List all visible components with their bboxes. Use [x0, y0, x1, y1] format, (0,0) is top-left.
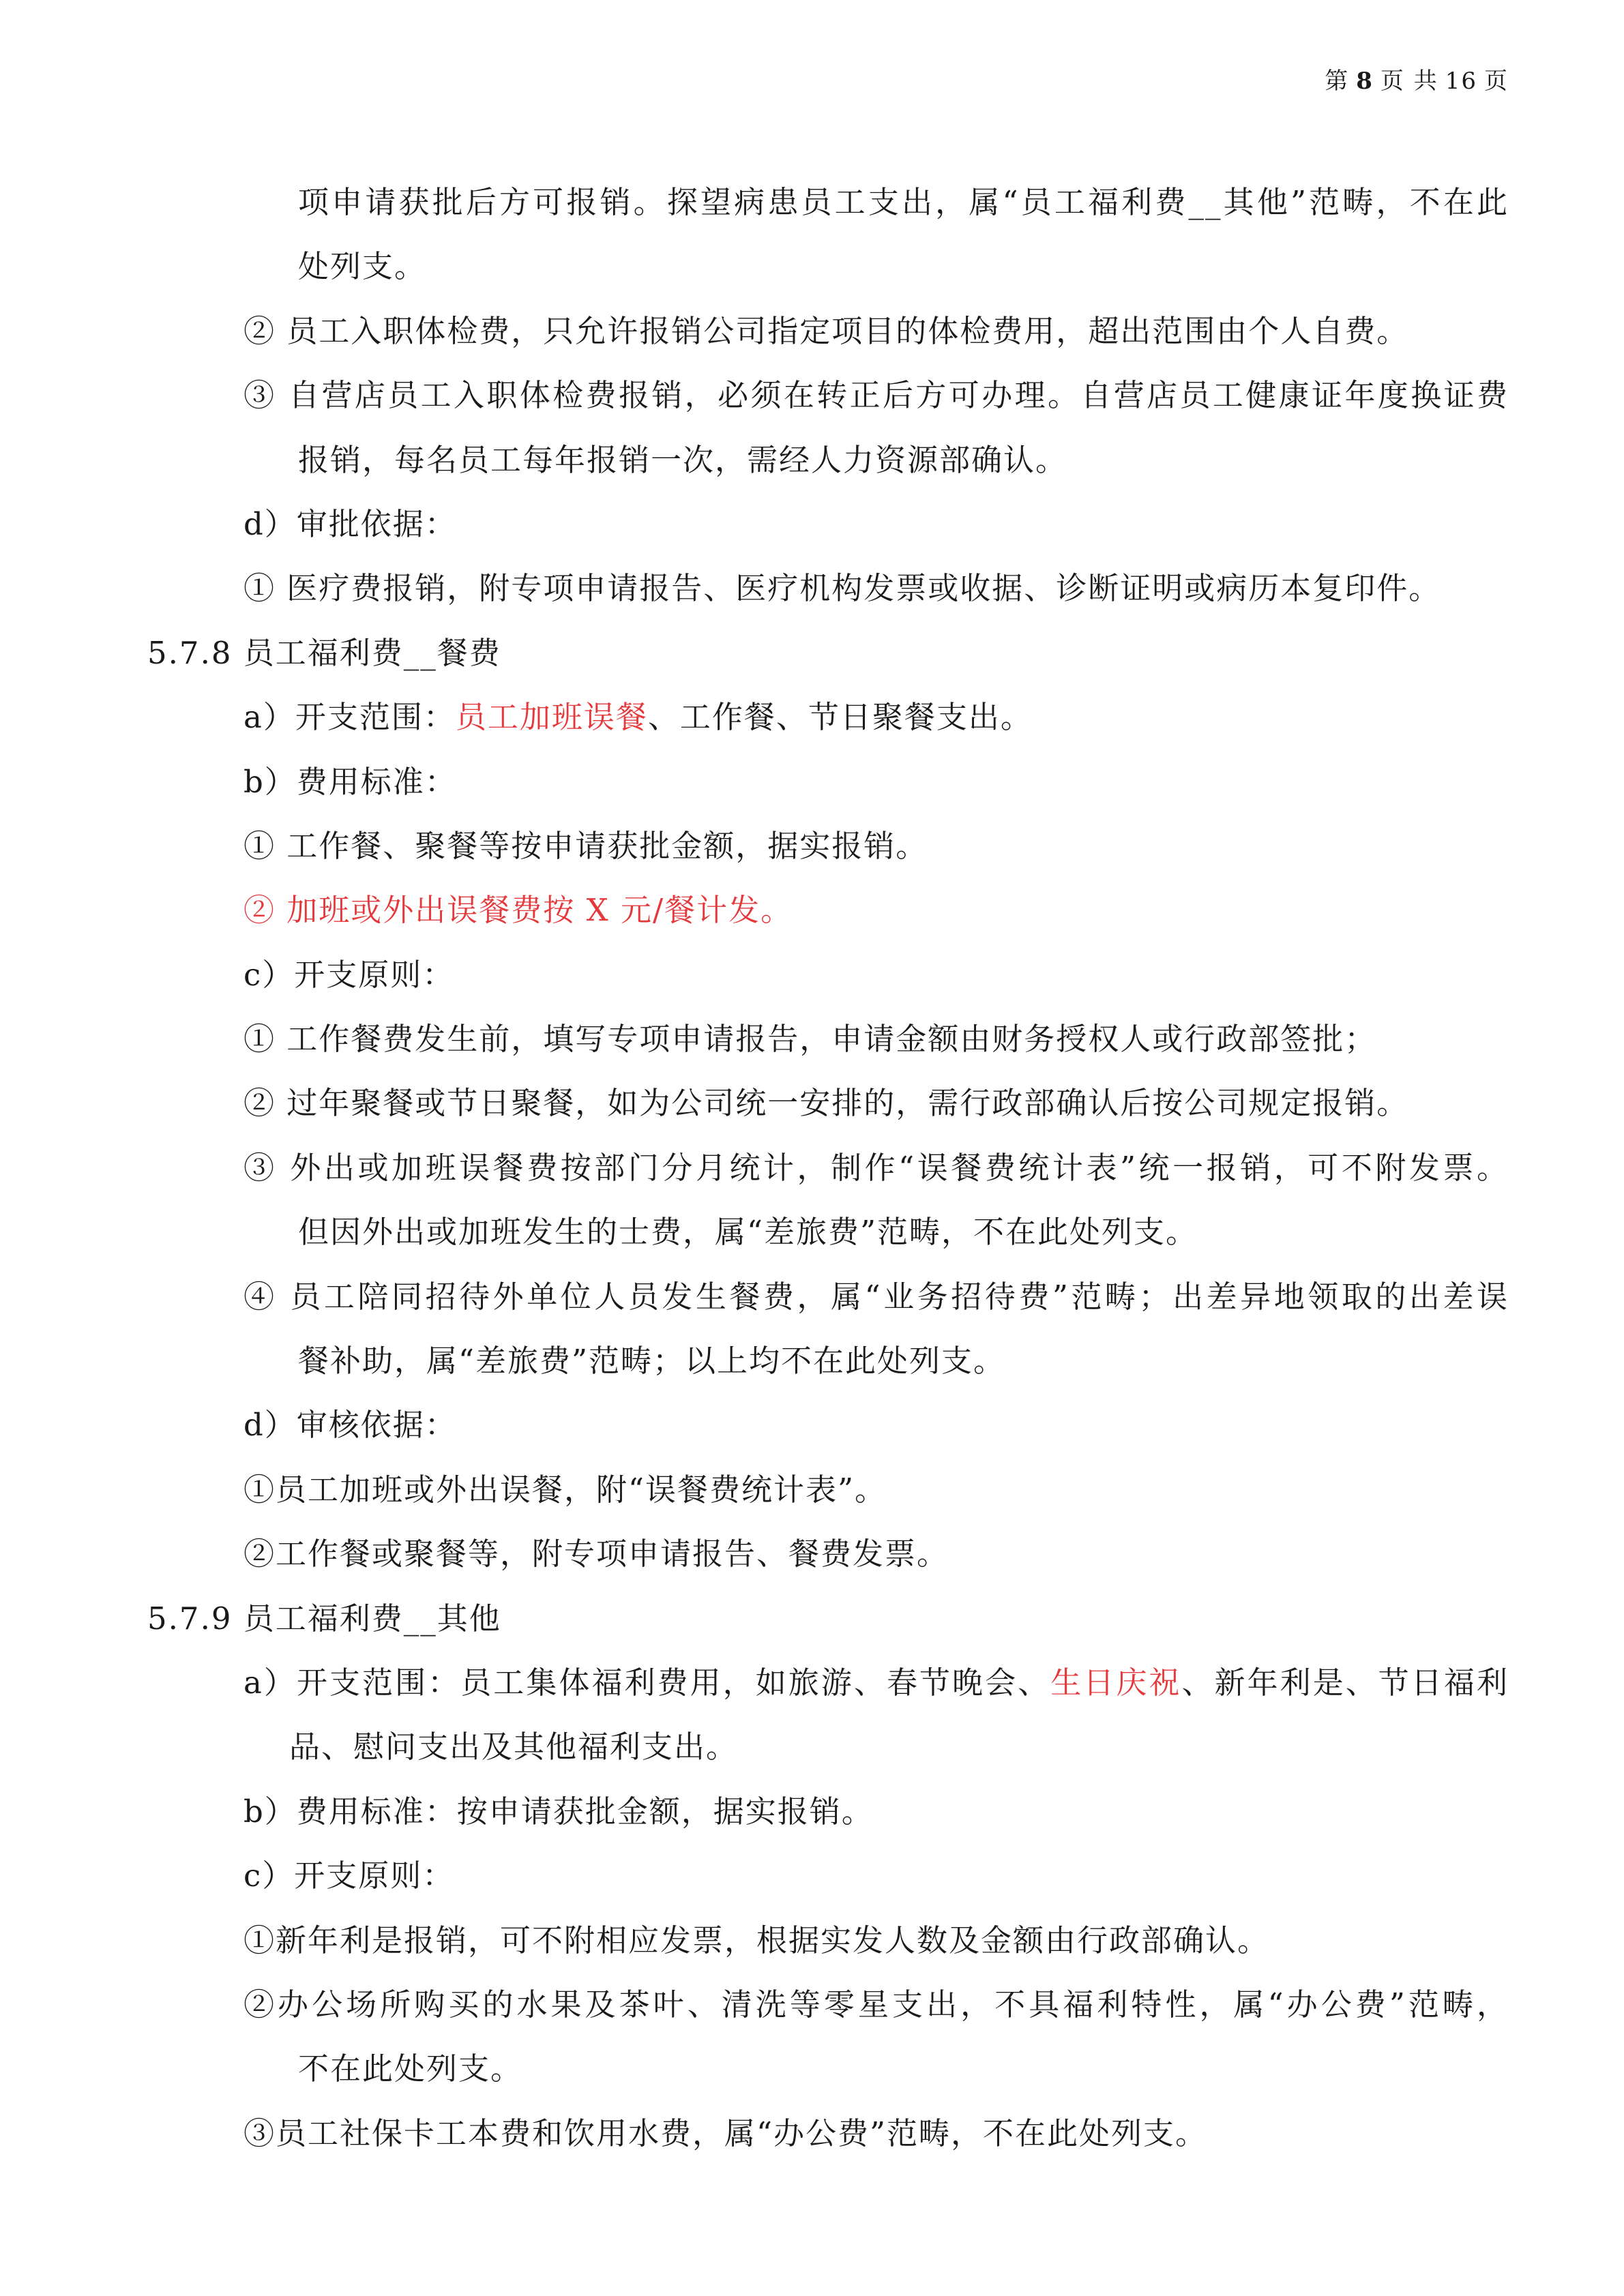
subsection-title: d）审核依据： — [243, 1407, 457, 1444]
list-item-continuation: 不在此处列支。 — [298, 2051, 523, 2087]
page-label-suffix: 页 — [1484, 68, 1509, 95]
page-label-prefix: 第 — [1325, 68, 1350, 95]
section-heading-578: 5.7.8 员工福利费__餐费 — [147, 634, 501, 671]
subsection-title: c）开支原则： — [243, 956, 455, 993]
subsection-title: c）开支原则： — [243, 1858, 455, 1894]
scope-suffix: 、工作餐、节日聚餐支出。 — [647, 699, 1033, 736]
list-item-highlighted: ② 加班或外出误餐费按 X 元/餐计发。 — [243, 892, 793, 929]
scope-line-578 — [243, 685, 1509, 749]
list-item: ③员工社保卡工本费和饮用水费，属“办公费”范畴，不在此处列支。 — [243, 2115, 1208, 2151]
section-heading-579: 5.7.9 员工福利费__其他 — [147, 1600, 501, 1637]
scope-prefix: a）开支范围： — [243, 699, 456, 736]
scope-prefix: a）开支范围：员工集体福利费用，如旅游、春节晚会、 — [243, 1664, 1051, 1701]
list-item: ③ 自营店员工入职体检费报销，必须在转正后方可办理。自营店员工健康证年度换证费 — [243, 377, 1509, 414]
scope-continuation: 品、慰问支出及其他福利支出。 — [289, 1729, 739, 1765]
list-item: ① 医疗费报销，附专项申请报告、医疗机构发票或收据、诊断证明或病历本复印件。 — [243, 570, 1441, 607]
list-item: ①新年利是报销，可不附相应发票，根据实发人数及金额由行政部确认。 — [243, 1922, 1270, 1958]
list-item: ① 工作餐、聚餐等按申请获批金额，据实报销。 — [243, 827, 928, 864]
page-number-header — [1325, 65, 1509, 97]
list-item: ①员工加班或外出误餐，附“误餐费统计表”。 — [243, 1471, 887, 1508]
list-item-continuation: 餐补助，属“差旅费”范畴；以上均不在此处列支。 — [298, 1343, 1006, 1380]
list-item: ②工作餐或聚餐等，附专项申请报告、餐费发票。 — [243, 1536, 949, 1572]
scope-highlight: 生日庆祝 — [1050, 1664, 1182, 1701]
list-item: ② 员工入职体检费，只允许报销公司指定项目的体检费用，超出范围由个人自费。 — [243, 312, 1409, 349]
document-body — [0, 170, 1624, 2166]
scope-highlight: 员工加班误餐 — [455, 699, 648, 736]
list-item: ② 过年聚餐或节日聚餐，如为公司统一安排的，需行政部确认后按公司规定报销。 — [243, 1085, 1409, 1122]
list-item: ②办公场所购买的水果及茶叶、清洗等零星支出，不具福利特性，属“办公费”范畴， — [243, 1986, 1509, 2023]
list-item: ④ 员工陪同招待外单位人员发生餐费，属“业务招待费”范畴；出差异地领取的出差误 — [243, 1278, 1509, 1315]
subsection-title: d）审批依据： — [243, 505, 457, 542]
list-item: ① 工作餐费发生前，填写专项申请报告，申请金额由财务授权人或行政部签批； — [243, 1021, 1377, 1058]
subsection-title: b）费用标准： — [243, 763, 457, 800]
scope-suffix: 、新年利是、节日福利 — [1181, 1664, 1509, 1701]
continued-paragraph-line: 处列支。 — [298, 248, 427, 285]
total-page-number: 16 — [1445, 68, 1477, 95]
current-page-number: 8 — [1356, 68, 1374, 95]
continued-paragraph-line: 项申请获批后方可报销。探望病患员工支出，属“员工福利费__其他”范畴，不在此 — [298, 184, 1509, 220]
list-item-continuation: 报销，每名员工每年报销一次，需经人力资源部确认。 — [298, 441, 1068, 478]
subsection-title: b）费用标准：按申请获批金额，据实报销。 — [243, 1793, 874, 1830]
list-item: ③ 外出或加班误餐费按部门分月统计，制作“误餐费统计表”统一报销，可不附发票。 — [243, 1149, 1509, 1186]
page-label-mid: 页 共 — [1380, 68, 1438, 95]
scope-line-579 — [243, 1651, 1509, 1715]
list-item-continuation: 但因外出或加班发生的士费，属“差旅费”范畴，不在此处列支。 — [298, 1214, 1198, 1251]
